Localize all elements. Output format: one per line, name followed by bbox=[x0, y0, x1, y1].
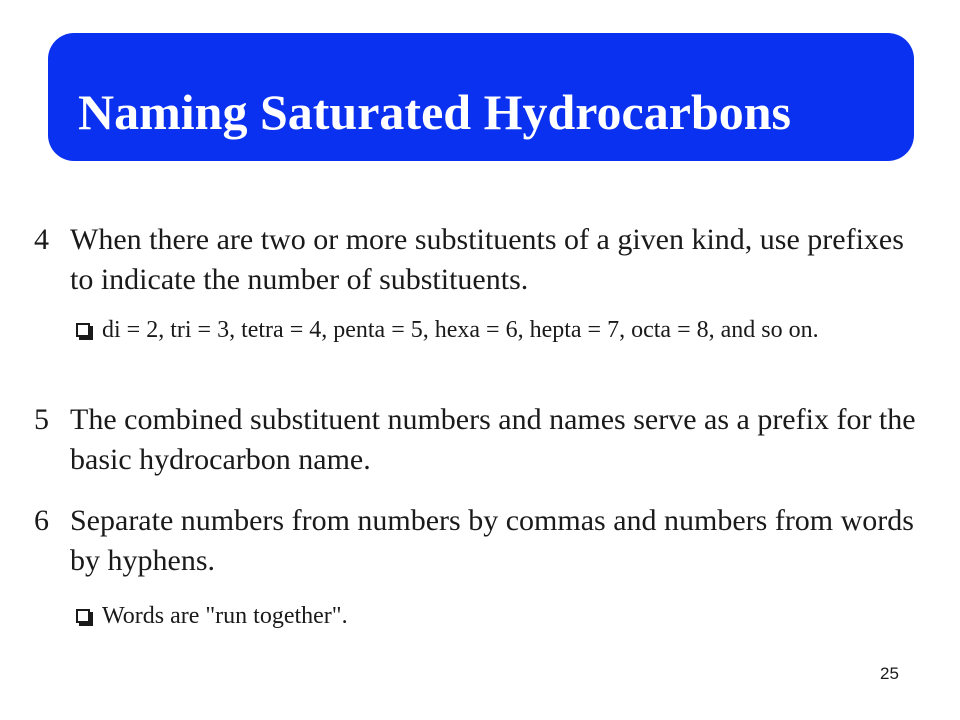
item-text: When there are two or more substituents of a given kind, use prefixes to indicate the number of substituents. bbox=[70, 223, 904, 296]
page-number: 25 bbox=[880, 664, 899, 683]
item-number: 5 bbox=[34, 403, 49, 436]
list-item-5 bbox=[34, 400, 934, 480]
item-number: 6 bbox=[34, 504, 49, 537]
item-number: 4 bbox=[34, 223, 49, 256]
list-item-6 bbox=[34, 501, 934, 581]
item-text: Separate numbers from numbers by commas and numbers from words by hyphens. bbox=[70, 504, 914, 577]
sub-item-run-together bbox=[76, 600, 936, 632]
square-bullet-icon bbox=[76, 323, 90, 337]
square-bullet-icon bbox=[76, 609, 90, 623]
item-text: The combined substituent numbers and names serve as a prefix for the basic hydrocarbon name. bbox=[70, 403, 916, 476]
sub-item-prefixes bbox=[76, 314, 936, 346]
sub-item-text: di = 2, tri = 3, tetra = 4, penta = 5, hexa = 6, hepta = 7, octa = 8, and so on. bbox=[102, 317, 819, 343]
slide-title: Naming Saturated Hydrocarbons bbox=[78, 84, 792, 140]
list-item-4 bbox=[34, 220, 934, 300]
sub-item-text: Words are "run together". bbox=[102, 603, 348, 629]
